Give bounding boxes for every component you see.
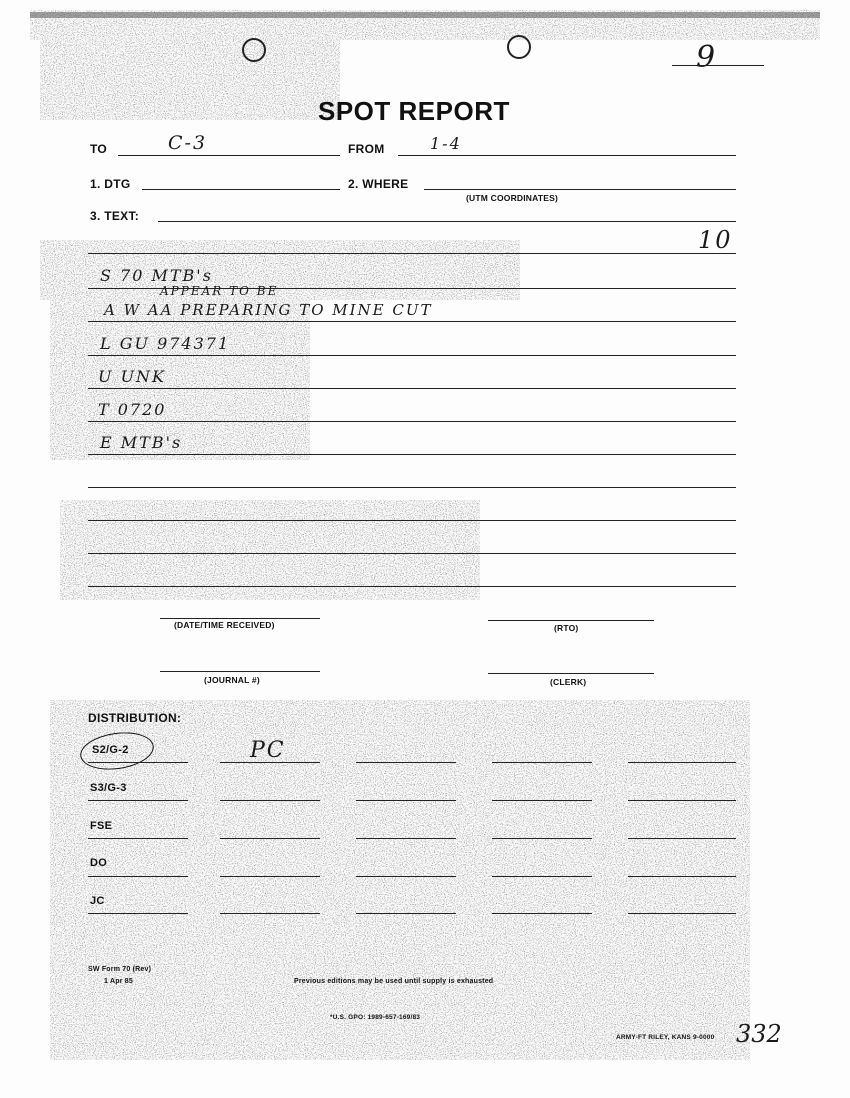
- text-entry-location: L GU 974371: [100, 334, 231, 353]
- text-entry-insert: APPEAR TO BE: [160, 284, 279, 298]
- utm-coordinates-label: (UTM COORDINATES): [466, 193, 559, 203]
- text-entry-activity: A W AA PREPARING TO MINE CUT: [104, 301, 433, 319]
- text-entry-equipment: E MTB's: [100, 433, 183, 452]
- date-time-received-label: (DATE/TIME RECEIVED): [174, 620, 275, 630]
- text-entry-unit: U UNK: [98, 367, 167, 386]
- press-notice: ARMY-FT RILEY, KANS 9-0000: [616, 1034, 715, 1041]
- clerk-label: (CLERK): [550, 677, 587, 687]
- where-label: 2. WHERE: [348, 177, 409, 191]
- from-line: [398, 155, 736, 156]
- date-time-received-line: [160, 618, 320, 619]
- edition-notice: Previous editions may be used until supply is exhausted: [294, 978, 494, 985]
- text-line-11: [88, 586, 736, 587]
- distribution-row-s3-g3: S3/G-3: [90, 782, 127, 794]
- to-label: TO: [90, 142, 108, 156]
- margin-number: 10: [698, 226, 733, 254]
- distribution-label: DISTRIBUTION:: [88, 711, 182, 725]
- text-line-5: [88, 388, 736, 389]
- gpo-notice: *U.S. GPO: 1989-657-169/83: [330, 1014, 421, 1021]
- form-id: SW Form 70 (Rev): [88, 966, 152, 973]
- text-line-8: [88, 487, 736, 488]
- form-date: 1 Apr 85: [104, 978, 133, 985]
- distribution-initials: PC: [250, 738, 286, 763]
- from-value: 1-4: [430, 134, 462, 153]
- dtg-line: [142, 189, 340, 190]
- text-line-6: [88, 421, 736, 422]
- journal-label: (JOURNAL #): [204, 675, 260, 685]
- distribution-row-s2-g2: S2/G-2: [92, 744, 129, 756]
- text-entry-time: T 0720: [98, 400, 167, 419]
- text-line-0: [158, 221, 736, 222]
- page-mark-stroke: [672, 65, 764, 66]
- distribution-row-fse: FSE: [90, 820, 113, 832]
- punch-hole-left: [242, 38, 266, 62]
- text-line-1: [88, 253, 736, 254]
- text-line-9: [88, 520, 736, 521]
- rto-line: [488, 620, 654, 621]
- text-entry-size: S 70 MTB's: [100, 266, 213, 285]
- from-label: FROM: [348, 142, 385, 156]
- text-line-4: [88, 355, 736, 356]
- page-title: SPOT REPORT: [318, 96, 510, 126]
- text-line-10: [88, 553, 736, 554]
- punch-hole-right: [507, 35, 531, 59]
- text-line-3: [88, 321, 736, 322]
- dtg-label: 1. DTG: [90, 177, 131, 191]
- to-value: C-3: [168, 132, 208, 154]
- journal-line: [160, 671, 320, 672]
- text-line-7: [88, 454, 736, 455]
- clerk-line: [488, 673, 654, 674]
- page-mark: 9: [696, 40, 718, 75]
- distribution-row-jc: JC: [90, 895, 105, 907]
- to-line: [118, 155, 340, 156]
- where-line: [424, 189, 736, 190]
- text-label: 3. TEXT:: [90, 209, 140, 223]
- rto-label: (RTO): [554, 623, 579, 633]
- distribution-row-do: DO: [90, 857, 108, 869]
- page-number: 332: [736, 1020, 782, 1048]
